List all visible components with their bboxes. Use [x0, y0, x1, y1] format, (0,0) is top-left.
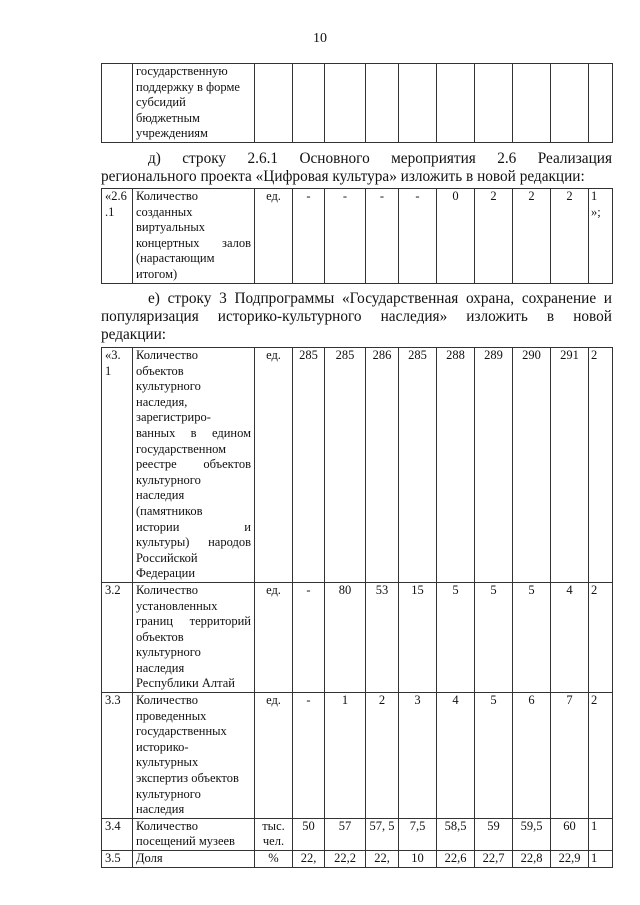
table-row — [102, 851, 613, 868]
value-cell: 22, — [293, 851, 325, 868]
description-cell — [133, 582, 255, 692]
table-row-2-6-1 — [101, 188, 613, 284]
description-line: Количество — [136, 189, 198, 203]
value-cell: 1 »; — [589, 189, 613, 284]
description-line: культурного — [136, 645, 201, 660]
paragraph-line: е) строку 3 Подпрограммы «Государственная охрана, сохранение и — [148, 290, 612, 307]
value-cell: 5 — [513, 582, 551, 692]
paragraph-line: регионального проекта «Цифровая культура» изложить в новой редакции: — [101, 168, 585, 185]
row-number-cell: «2.6 .1 — [102, 189, 133, 284]
value-cell: 59,5 — [513, 818, 551, 850]
description-line: историко- — [136, 739, 189, 754]
unit-cell: ед. — [255, 348, 293, 583]
value-cell: - — [293, 582, 325, 692]
value-cell — [399, 64, 437, 143]
paragraph-line: редакции: — [101, 326, 167, 343]
value-cell: 2 — [475, 189, 513, 284]
row-number-cell: 3.2 — [102, 582, 133, 692]
description-line: культурного — [136, 379, 201, 394]
unit-cell: % — [255, 851, 293, 868]
value-cell: 10 — [399, 851, 437, 868]
value-cell: 4 — [551, 582, 589, 692]
description-cell — [133, 818, 255, 850]
description-line: Количество — [136, 818, 198, 833]
table-row — [102, 64, 613, 143]
description-line: проведенных — [136, 708, 207, 723]
description-cell — [133, 348, 255, 583]
description-line: государственном — [136, 441, 227, 456]
value-cell: 3 — [399, 693, 437, 819]
unit-cell: тыс. чел. — [255, 818, 293, 850]
description-line: государственную — [136, 64, 228, 78]
value-cell: 22,9 — [551, 851, 589, 868]
value-cell: 58,5 — [437, 818, 475, 850]
value-cell: 289 — [475, 348, 513, 583]
value-cell: 57, 5 — [366, 818, 399, 850]
description-line: посещений музеев — [136, 834, 235, 849]
description-line: учреждениям — [136, 126, 208, 141]
value-cell: 286 — [366, 348, 399, 583]
description-line: Российской — [136, 550, 198, 565]
value-cell: 5 — [475, 582, 513, 692]
description-line: Количество — [136, 348, 198, 362]
description-line: культуры) народов — [136, 535, 251, 550]
paragraph-e — [101, 290, 612, 344]
description-line: (нарастающим — [136, 251, 215, 266]
description-line: Доля — [136, 851, 163, 865]
value-cell: 22,6 — [437, 851, 475, 868]
value-cell: 6 — [513, 693, 551, 819]
description-cell — [133, 189, 255, 284]
description-line: Количество — [136, 582, 198, 597]
row-number-cell: «3. 1 — [102, 348, 133, 583]
value-cell: 2 — [589, 582, 613, 692]
value-cell — [551, 64, 589, 143]
description-line: зарегистриро- — [136, 410, 211, 425]
value-cell: 22,2 — [325, 851, 366, 868]
table-row — [102, 693, 613, 819]
description-line: Количество — [136, 693, 198, 708]
value-cell: 50 — [293, 818, 325, 850]
description-line: наследия, — [136, 394, 188, 409]
value-cell: 4 — [437, 693, 475, 819]
unit-cell: ед. — [255, 693, 293, 819]
description-line: Республики Алтай — [136, 676, 235, 691]
value-cell: 5 — [475, 693, 513, 819]
value-cell: 57 — [325, 818, 366, 850]
description-line: культурных — [136, 755, 199, 770]
description-line: объектов — [136, 629, 184, 644]
value-cell: 1 — [325, 693, 366, 819]
value-cell: 80 — [325, 582, 366, 692]
unit-cell: ед. — [255, 582, 293, 692]
table-row — [102, 348, 613, 583]
description-line: культурного — [136, 786, 201, 801]
row-number-cell: 3.4 — [102, 818, 133, 850]
description-line: границ территорий — [136, 614, 251, 629]
paragraph-d — [101, 150, 612, 186]
value-cell: 22, — [366, 851, 399, 868]
value-cell: 1 — [589, 851, 613, 868]
unit-cell: ед. — [255, 189, 293, 284]
description-line: наследия — [136, 802, 185, 817]
value-cell: - — [366, 189, 399, 284]
value-cell — [437, 64, 475, 143]
value-cell: - — [293, 693, 325, 819]
description-line: государственных — [136, 724, 227, 739]
value-cell — [293, 64, 325, 143]
description-cell — [133, 693, 255, 819]
description-line: субсидий — [136, 95, 186, 110]
value-cell: 290 — [513, 348, 551, 583]
value-cell — [513, 64, 551, 143]
value-cell: 2 — [589, 693, 613, 819]
row-number-cell: 3.5 — [102, 851, 133, 868]
description-line: культурного — [136, 472, 201, 487]
description-line: ванных в едином — [136, 425, 251, 440]
value-cell — [589, 64, 613, 143]
unit-cell — [255, 64, 293, 143]
table-row — [102, 189, 613, 284]
value-cell: 7,5 — [399, 818, 437, 850]
value-cell: 22,7 — [475, 851, 513, 868]
value-cell: 59 — [475, 818, 513, 850]
row-number-cell — [102, 64, 133, 143]
description-line: концертных залов — [136, 235, 251, 250]
description-line: установленных — [136, 598, 218, 613]
description-line: итогом) — [136, 266, 178, 281]
description-line: Федерации — [136, 566, 196, 581]
value-cell: 60 — [551, 818, 589, 850]
value-cell: 285 — [325, 348, 366, 583]
description-line: наследия — [136, 660, 185, 675]
value-cell: 22,8 — [513, 851, 551, 868]
value-cell: 285 — [293, 348, 325, 583]
value-cell: - — [325, 189, 366, 284]
description-line: виртуальных — [136, 220, 205, 235]
description-line: объектов — [136, 363, 184, 378]
table-subprogram-3 — [101, 347, 613, 868]
value-cell: 15 — [399, 582, 437, 692]
value-cell: 2 — [366, 693, 399, 819]
description-line: поддержку в форме — [136, 79, 240, 94]
value-cell: - — [399, 189, 437, 284]
description-line: (памятников — [136, 503, 203, 518]
description-line: реестре объектов — [136, 457, 251, 472]
description-line: бюджетным — [136, 110, 200, 125]
value-cell: 1 — [589, 818, 613, 850]
paragraph-line: д) строку 2.6.1 Основного мероприятия 2.6 Реализация — [148, 150, 612, 167]
value-cell: 291 — [551, 348, 589, 583]
value-cell: 7 — [551, 693, 589, 819]
description-line: экспертиз объектов — [136, 771, 239, 786]
description-cell — [133, 64, 255, 143]
value-cell: 2 — [551, 189, 589, 284]
value-cell: 2 — [513, 189, 551, 284]
value-cell — [475, 64, 513, 143]
value-cell: 0 — [437, 189, 475, 284]
description-line: созданных — [136, 204, 193, 219]
paragraph-line: популяризация историко-культурного наследия» изложить в новой — [101, 308, 612, 325]
value-cell: - — [293, 189, 325, 284]
row-number-cell: 3.3 — [102, 693, 133, 819]
value-cell: 53 — [366, 582, 399, 692]
value-cell: 285 — [399, 348, 437, 583]
value-cell: 2 — [589, 348, 613, 583]
value-cell — [366, 64, 399, 143]
value-cell — [325, 64, 366, 143]
table-continuation — [101, 63, 613, 143]
value-cell: 5 — [437, 582, 475, 692]
table-row — [102, 818, 613, 850]
description-cell — [133, 851, 255, 868]
description-line: истории и — [136, 519, 251, 534]
page-number: 10 — [313, 31, 327, 46]
description-line: наследия — [136, 488, 185, 503]
value-cell: 288 — [437, 348, 475, 583]
table-row — [102, 582, 613, 692]
